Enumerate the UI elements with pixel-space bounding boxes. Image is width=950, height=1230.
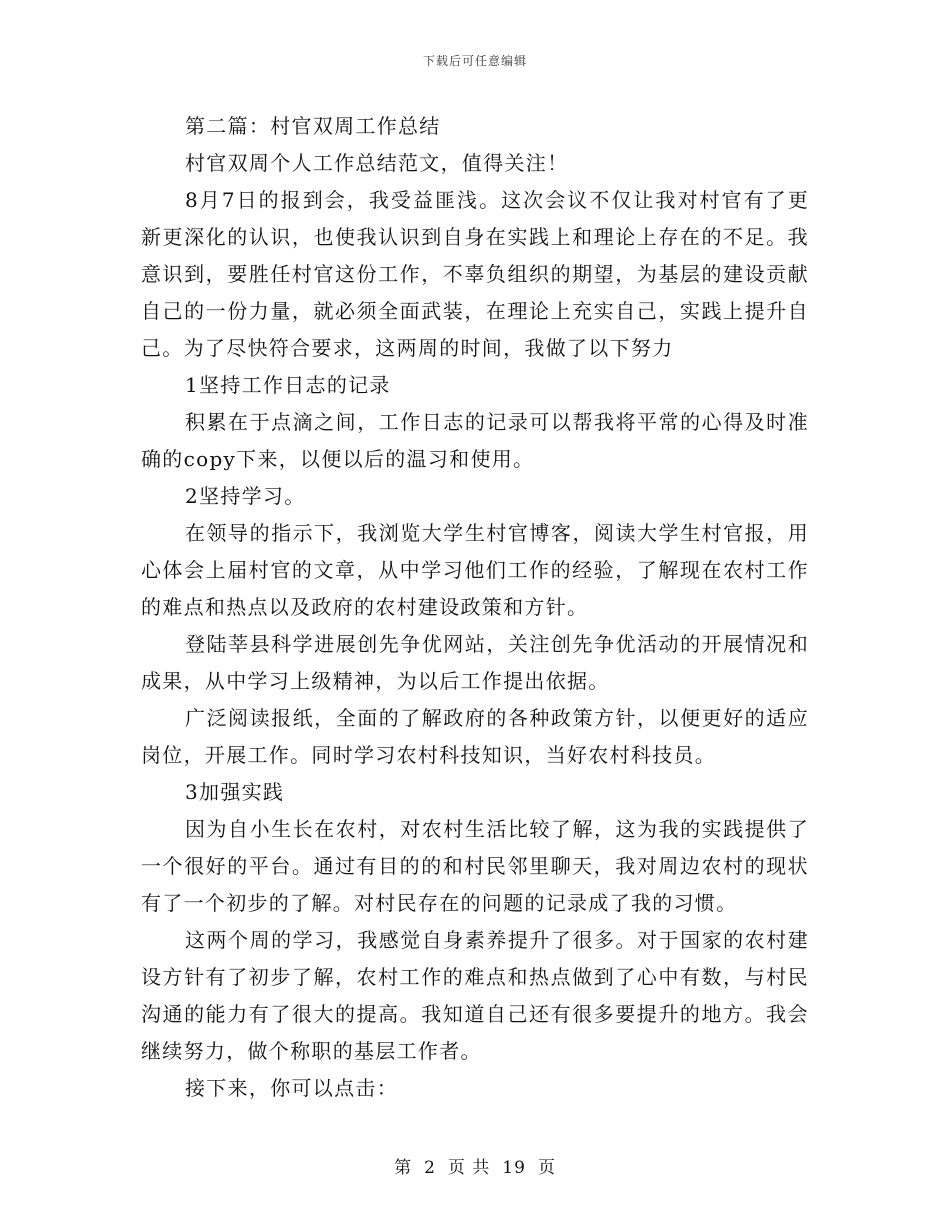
body-paragraph: 因为自小生长在农村，对农村生活比较了解，这为我的实践提供了一个很好的平台。通过有目的的和村民邻里聊天，我对周边农村的现状有了一个初步的了解。对村民存在的问题的记录成了我的习惯。 [141,817,809,915]
list-heading: 1坚持工作日志的记录 [185,373,391,397]
page-total: 19 [502,1158,526,1178]
body-paragraph: 登陆莘县科学进展创先争优网站，关注创先争优活动的开展情况和成果，从中学习上级精神，为以后工作提出依据。 [141,632,809,693]
footer-suffix: 页 [537,1158,556,1178]
list-heading: 3加强实践 [185,780,285,804]
footer-middle: 页 共 [447,1158,491,1178]
page-header: 下载后可任意编辑 [422,54,527,68]
body-paragraph: 8月7日的报到会，我受益匪浅。这次会议不仅让我对村官有了更新更深化的认识，也使我认识到自身在实践上和理论上存在的不足。我意识到，要胜任村官这份工作，不辜负组织的期望，为基层的建设贡献自己的一份力量，就必须全面武装，在理论上充实自己，实践上提升自己。为了尽快符合要求，这两周的时间，我做了以下努力 [141,188,809,360]
body-paragraph: 在领导的指示下，我浏览大学生村官博客，阅读大学生村官报，用心体会上届村官的文章，从中学习他们工作的经验，了解现在农村工作的难点和热点以及政府的农村建设政策和方针。 [141,521,809,619]
page-footer [0,1153,950,1178]
list-heading: 2坚持学习。 [185,484,306,508]
page-number: 2 [424,1158,436,1178]
subtitle: 村官双周个人工作总结范文，值得关注！ [185,151,569,175]
body-paragraph: 广泛阅读报纸，全面的了解政府的各种政策方针，以便更好的适应岗位，开展工作。同时学习农村科技知识，当好农村科技员。 [141,706,809,767]
body-paragraph: 这两个周的学习，我感觉自身素养提升了很多。对于国家的农村建设方针有了初步了解，农村工作的难点和热点做到了心中有数，与村民沟通的能力有了很大的提高。我知道自己还有很多要提升的地方。我会继续努力，做个称职的基层工作者。 [141,928,809,1063]
document-body [141,108,809,1107]
footer-prefix: 第 [394,1158,413,1178]
closing-line: 接下来，你可以点击： [185,1076,398,1100]
section-title: 第二篇：村官双周工作总结 [185,114,441,138]
body-paragraph: 积累在于点滴之间，工作日志的记录可以帮我将平常的心得及时准确的copy下来，以便以后的温习和使用。 [141,410,809,471]
